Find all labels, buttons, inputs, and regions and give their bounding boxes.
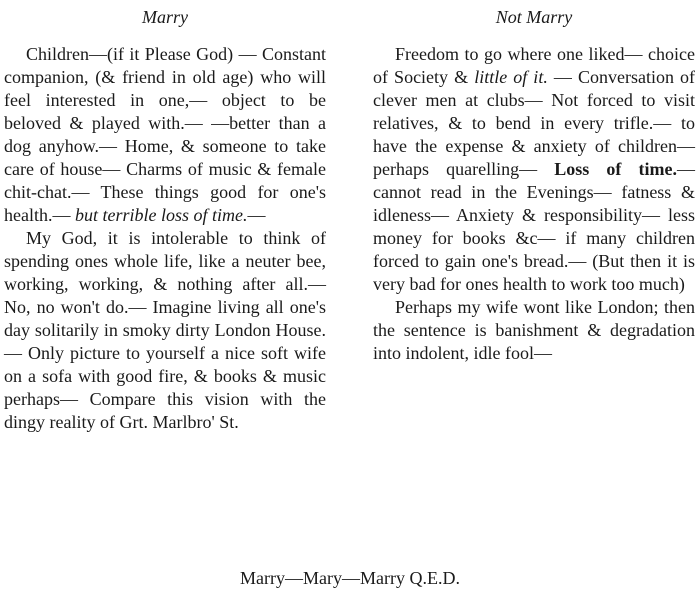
not-marry-column bbox=[373, 0, 695, 365]
not-marry-p1-mid: — Conversation of clever men at clubs— Not forced to visit relatives, & to bend in every trifle.— to have the expense & anxiety of children—perhaps quarelling— bbox=[373, 67, 696, 179]
not-marry-p1-italic: little of it. bbox=[474, 67, 548, 87]
marry-paragraph-2: My God, it is intolerable to think of spending ones whole life, like a neuter bee, working, working, & nothing after all.— No, no won't do.— Imagine living all one's day solitarily in smoky dirty London House.— Only picture to yourself a nice soft wife on a sofa with good fire, & books & music perhaps— Compare this vision with the dingy reality of Grt. Marlbro' St. bbox=[4, 228, 326, 432]
qed-conclusion: Marry—Mary—Marry Q.E.D. bbox=[240, 568, 460, 588]
not-marry-p1-text: Freedom to go where one liked— choice of Society & bbox=[373, 44, 695, 87]
marry-paragraph-1 bbox=[4, 43, 326, 227]
not-marry-p1-tail: — cannot read in the Evenings— fatness & idleness— Anxiety & responsibility— less money for books &c— if many children forced to gain one's bread.— (But then it is very bad for ones health to work too much) bbox=[373, 159, 695, 294]
marry-p1-tail: — bbox=[247, 205, 266, 225]
not-marry-heading: Not Marry bbox=[495, 7, 573, 27]
not-marry-p1-bold: Loss of time. bbox=[554, 159, 677, 179]
not-marry-paragraph-2: Perhaps my wife wont like London; then the sentence is banishment & degradation into indolent, idle fool— bbox=[373, 297, 695, 363]
marry-heading: Marry bbox=[142, 7, 188, 27]
marry-p1-italic: but terrible loss of time. bbox=[74, 205, 248, 225]
marry-p1-text: Children—(if it Please God) — Constant companion, (& friend in old age) who will feel interested in one,— object to be beloved & played with.— —better than a dog anyhow.— Home, & someone to take care of house— Charms of music & female chit-chat.— These things good for one's health.— bbox=[4, 44, 326, 225]
marry-column bbox=[4, 0, 326, 434]
not-marry-paragraph-1 bbox=[373, 43, 695, 296]
